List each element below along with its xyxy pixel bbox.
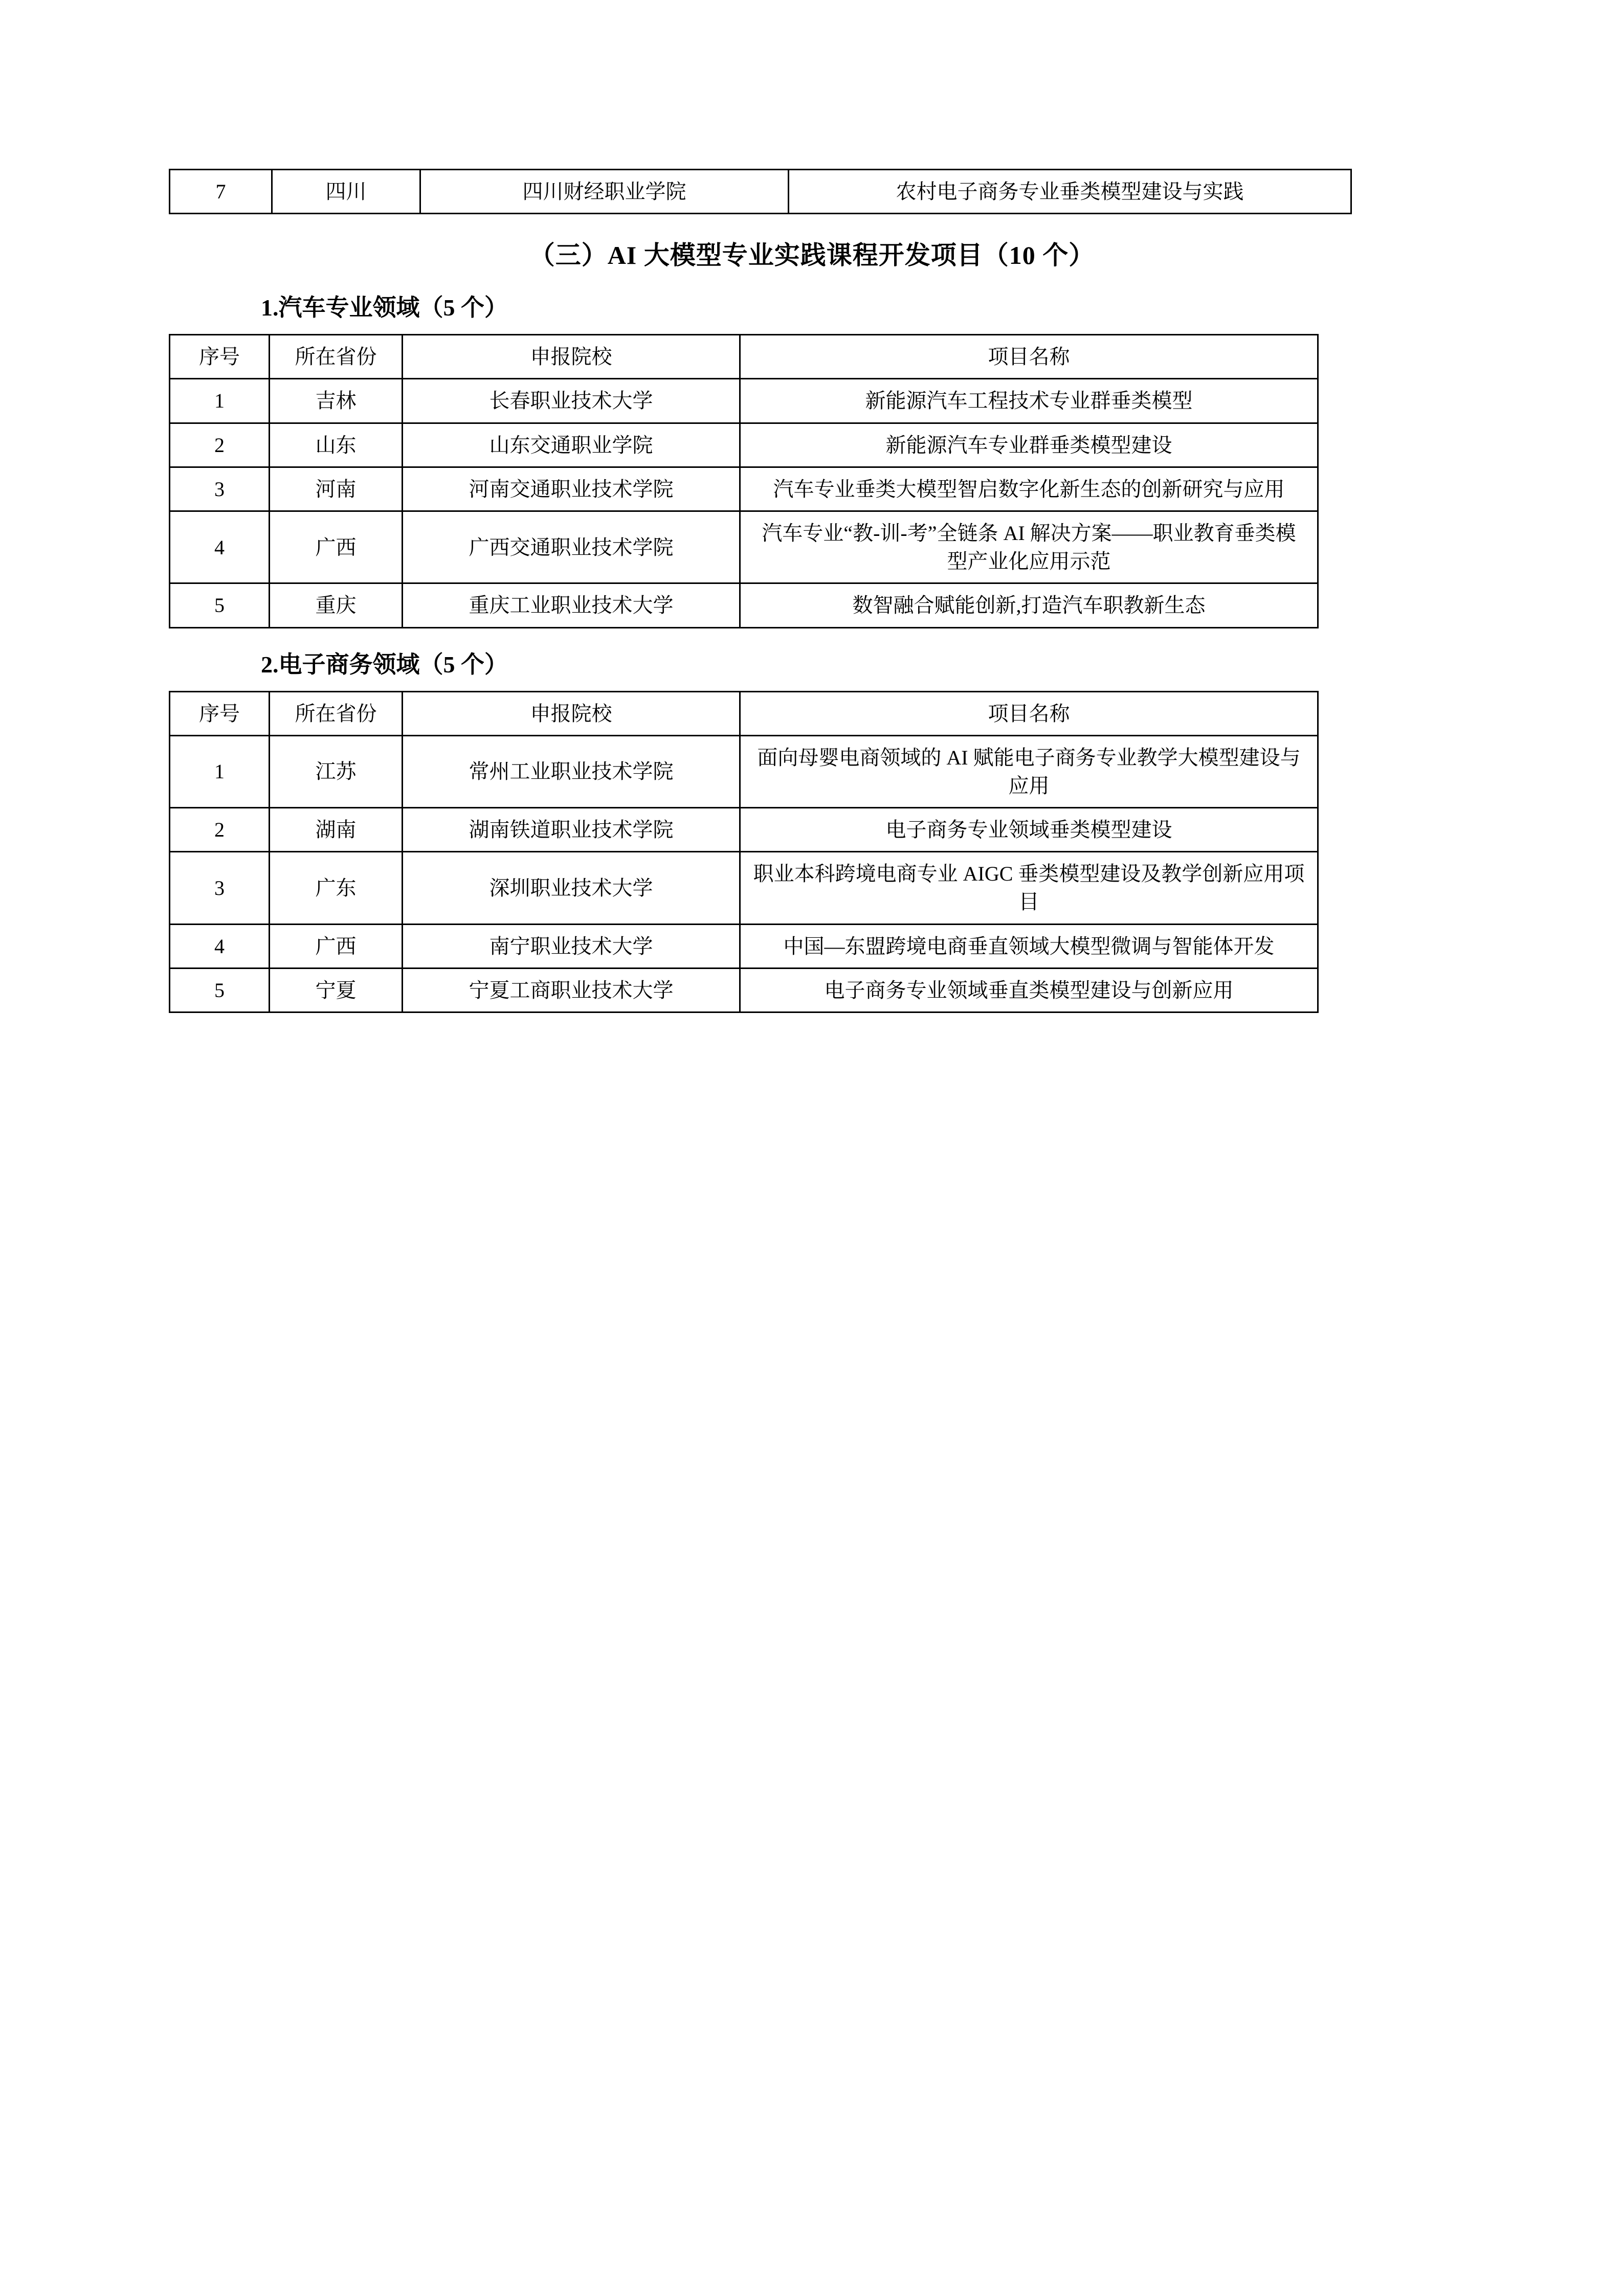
section-heading: （三）AI 大模型专业实践课程开发项目（10 个） xyxy=(529,241,1095,270)
ecommerce-projects-table xyxy=(169,691,1319,1014)
cell-project: 电子商务专业领域垂直类模型建设与创新应用 xyxy=(740,968,1318,1012)
cell-no: 3 xyxy=(170,467,270,511)
table-header-row xyxy=(170,335,1318,379)
cell-no: 4 xyxy=(170,511,270,583)
cell-province: 河南 xyxy=(270,467,403,511)
cell-province: 宁夏 xyxy=(270,968,403,1012)
continuation-table xyxy=(169,169,1352,214)
bottom-spacer xyxy=(169,1013,1455,1037)
cell-province: 重庆 xyxy=(270,583,403,627)
cell-no: 3 xyxy=(170,852,270,924)
cell-school: 长春职业技术大学 xyxy=(403,379,740,423)
cell-no: 2 xyxy=(170,808,270,852)
cell-province: 四川 xyxy=(272,170,420,214)
cell-school: 湖南铁道职业技术学院 xyxy=(403,808,740,852)
table-row xyxy=(170,170,1351,214)
cell-province: 山东 xyxy=(270,423,403,467)
cell-no: 4 xyxy=(170,924,270,968)
cell-school: 重庆工业职业技术大学 xyxy=(403,583,740,627)
cell-school: 深圳职业技术大学 xyxy=(403,852,740,924)
subsection-heading-automotive: 1.汽车专业领域（5 个） xyxy=(261,295,508,321)
cell-province: 吉林 xyxy=(270,379,403,423)
cell-project: 面向母婴电商领域的 AI 赋能电子商务专业教学大模型建设与应用 xyxy=(740,735,1318,807)
cell-school: 常州工业职业技术学院 xyxy=(403,735,740,807)
cell-province: 江苏 xyxy=(270,735,403,807)
cell-no: 1 xyxy=(170,379,270,423)
table-row xyxy=(170,924,1318,968)
header-school: 申报院校 xyxy=(403,691,740,735)
table-row xyxy=(170,735,1318,807)
table-row xyxy=(170,511,1318,583)
table-row xyxy=(170,583,1318,627)
cell-school: 广西交通职业技术学院 xyxy=(403,511,740,583)
cell-no: 5 xyxy=(170,583,270,627)
cell-no: 5 xyxy=(170,968,270,1012)
cell-project: 数智融合赋能创新,打造汽车职教新生态 xyxy=(740,583,1318,627)
table-row xyxy=(170,379,1318,423)
cell-school: 宁夏工商职业技术大学 xyxy=(403,968,740,1012)
cell-province: 广西 xyxy=(270,924,403,968)
header-province: 所在省份 xyxy=(270,335,403,379)
header-project: 项目名称 xyxy=(740,335,1318,379)
cell-no: 2 xyxy=(170,423,270,467)
header-school: 申报院校 xyxy=(403,335,740,379)
cell-project: 电子商务专业领域垂类模型建设 xyxy=(740,808,1318,852)
cell-no: 7 xyxy=(170,170,272,214)
cell-school: 河南交通职业技术学院 xyxy=(403,467,740,511)
cell-project: 新能源汽车工程技术专业群垂类模型 xyxy=(740,379,1318,423)
cell-project: 汽车专业“教-训-考”全链条 AI 解决方案——职业教育垂类模型产业化应用示范 xyxy=(740,511,1318,583)
cell-school: 山东交通职业学院 xyxy=(403,423,740,467)
cell-project: 农村电子商务专业垂类模型建设与实践 xyxy=(789,170,1351,214)
automotive-projects-table xyxy=(169,334,1319,628)
cell-no: 1 xyxy=(170,735,270,807)
cell-project: 新能源汽车专业群垂类模型建设 xyxy=(740,423,1318,467)
cell-province: 湖南 xyxy=(270,808,403,852)
header-no: 序号 xyxy=(170,335,270,379)
header-no: 序号 xyxy=(170,691,270,735)
table-row xyxy=(170,968,1318,1012)
table-row xyxy=(170,467,1318,511)
table-header-row xyxy=(170,691,1318,735)
table-row xyxy=(170,852,1318,924)
header-project: 项目名称 xyxy=(740,691,1318,735)
cell-project: 中国—东盟跨境电商垂直领域大模型微调与智能体开发 xyxy=(740,924,1318,968)
cell-province: 广西 xyxy=(270,511,403,583)
cell-project: 职业本科跨境电商专业 AIGC 垂类模型建设及教学创新应用项目 xyxy=(740,852,1318,924)
cell-project: 汽车专业垂类大模型智启数字化新生态的创新研究与应用 xyxy=(740,467,1318,511)
cell-school: 南宁职业技术大学 xyxy=(403,924,740,968)
cell-school: 四川财经职业学院 xyxy=(420,170,789,214)
cell-province: 广东 xyxy=(270,852,403,924)
header-province: 所在省份 xyxy=(270,691,403,735)
table-row xyxy=(170,423,1318,467)
table-row xyxy=(170,808,1318,852)
subsection-heading-ecommerce: 2.电子商务领域（5 个） xyxy=(261,651,508,678)
